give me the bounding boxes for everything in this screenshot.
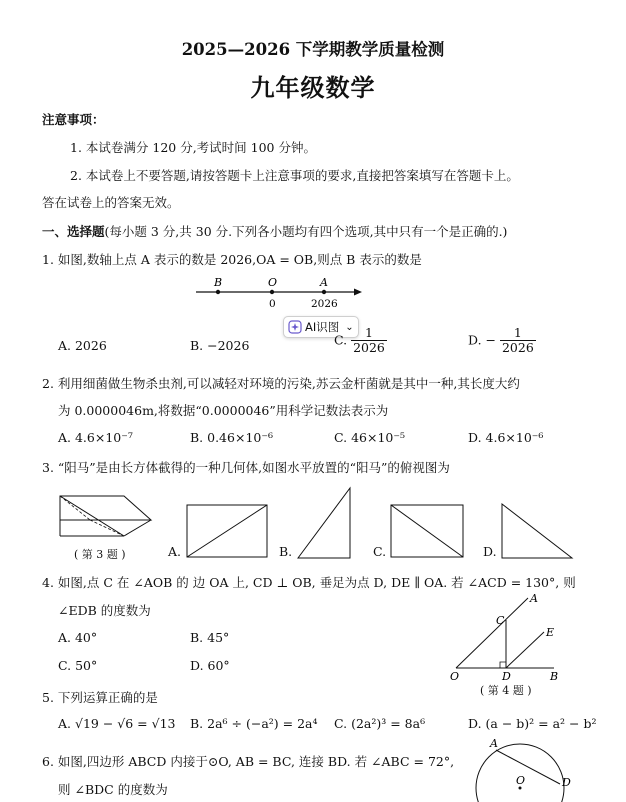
section-instruction: (每小题 3 分,共 30 分.下列各小题均有四个选项,其中只有一个是正确的.): [104, 224, 508, 239]
q4-stem-line1: 4. 如图,点 C 在 ∠AOB 的 边 OA 上, CD ⊥ OB, 垂足为点 D, DE ∥ OA. 若 ∠ACD = 130°, 则: [42, 575, 576, 590]
q4-figure: [448, 590, 568, 682]
q5-stem: 5. 下列运算正确的是: [42, 690, 158, 705]
q1-number-line: [196, 274, 366, 314]
point-b-dot: [216, 290, 220, 294]
q2-option-d[interactable]: D. 4.6×10⁻⁶: [468, 430, 544, 445]
point-o-dot: [270, 290, 274, 294]
q4-option-a[interactable]: A. 40°: [58, 630, 98, 645]
q4-figure-caption: ( 第 4 题 ): [480, 684, 532, 697]
q2-stem-line2: 为 0.0000046m,将数据“0.0000046”用科学记数法表示为: [58, 403, 389, 418]
note-item-1: 1. 本试卷满分 120 分,考试时间 100 分钟。: [70, 140, 316, 155]
label-o: O: [450, 670, 460, 682]
q6-stem-line2: 则 ∠BDC 的度数为: [58, 782, 168, 797]
label-c: C: [496, 614, 505, 627]
tick-0: 0: [269, 298, 276, 310]
q5-option-d[interactable]: D. (a − b)² = a² − b²: [468, 716, 597, 731]
q5-option-a[interactable]: A. √19 − √6 = √13: [58, 716, 176, 731]
notes-heading: 注意事项：: [42, 112, 105, 127]
q3-solid-figure: [56, 490, 156, 544]
fraction-numerator: 1: [351, 326, 387, 341]
q6-circle-figure: [468, 736, 578, 802]
center-dot: [519, 787, 522, 790]
label-a: A: [490, 737, 498, 750]
fraction-numerator: 1: [500, 326, 536, 341]
note-item-2: 2. 本试卷上不要答题,请按答题卡上注意事项的要求,直接把答案填写在答题卡上。: [70, 168, 519, 183]
label-o: O: [268, 276, 278, 289]
q5-option-b[interactable]: B. 2a⁶ ÷ (−a²) = 2a⁴: [190, 716, 318, 731]
q4-option-d[interactable]: D. 60°: [190, 658, 230, 673]
point-a-dot: [322, 290, 326, 294]
fraction-denominator: 2026: [501, 340, 534, 356]
q1-option-c-fraction: [351, 326, 387, 356]
q1-option-c-prefix: C.: [334, 332, 348, 348]
q1-option-b[interactable]: B. −2026: [190, 338, 250, 353]
q1-stem: 1. 如图,数轴上点 A 表示的数是 2026,OA = OB,则点 B 表示的数是: [42, 252, 422, 267]
q1-option-d-fraction: [500, 326, 536, 356]
q1-option-d[interactable]: [468, 326, 536, 356]
label-a: A: [320, 276, 328, 289]
label-d: D: [502, 670, 511, 682]
q3-option-c[interactable]: C.: [373, 544, 387, 559]
q4-option-b[interactable]: B. 45°: [190, 630, 230, 645]
exam-title: 2025—2026 下学期教学质量检测: [181, 40, 445, 59]
fraction-denominator: 2026: [353, 340, 385, 356]
q1-option-a[interactable]: A. 2026: [58, 338, 107, 353]
q3-option-c-figure[interactable]: [390, 504, 466, 560]
tick-2026: 2026: [311, 298, 338, 310]
q2-option-c[interactable]: C. 46×10⁻⁵: [334, 430, 405, 445]
ai-button-label: AI识图: [305, 320, 340, 334]
chevron-down-icon: ⌄: [345, 321, 354, 333]
label-b: B: [214, 276, 223, 289]
axis-arrow: [354, 289, 362, 296]
subject-title: 九年级数学: [250, 73, 376, 102]
q5-option-c[interactable]: C. (2a²)³ = 8a⁶: [334, 716, 426, 731]
q3-option-d-figure[interactable]: [500, 502, 574, 560]
q4-option-c[interactable]: C. 50°: [58, 658, 98, 673]
q6-stem-line1: 6. 如图,四边形 ABCD 内接于⊙O, AB = BC, 连接 BD. 若 ∠ABC = 72°,: [42, 754, 455, 769]
section-heading: [42, 222, 507, 240]
q3-option-b-figure[interactable]: [296, 486, 356, 560]
label-o: O: [516, 774, 526, 787]
q4-stem-line2: ∠EDB 的度数为: [58, 603, 151, 618]
q1-option-d-prefix: D. −: [468, 332, 496, 348]
q3-option-a-figure[interactable]: [186, 504, 270, 560]
q2-stem-line1: 2. 利用细菌做生物杀虫剂,可以减轻对环境的污染,苏云金杆菌就是其中一种,其长度大约: [42, 376, 520, 391]
label-e: E: [546, 626, 555, 639]
q3-option-d[interactable]: D.: [483, 544, 497, 559]
q3-option-b[interactable]: B.: [279, 544, 293, 559]
sparkle-icon: [288, 320, 302, 334]
label-d: D: [562, 776, 571, 789]
q3-figure-caption: ( 第 3 题 ): [74, 548, 126, 561]
q3-stem: 3. “阳马”是由长方体截得的一种几何体,如图水平放置的“阳马”的俯视图为: [42, 460, 450, 475]
note-item-2-cont: 答在试卷上的答案无效。: [42, 195, 180, 210]
q3-option-a[interactable]: A.: [168, 544, 182, 559]
section-label: 一、选择题: [42, 224, 105, 239]
label-b: B: [550, 670, 559, 682]
q2-option-b[interactable]: B. 0.46×10⁻⁶: [190, 430, 273, 445]
label-a: A: [530, 592, 538, 605]
q2-option-a[interactable]: A. 4.6×10⁻⁷: [58, 430, 133, 445]
q1-option-c[interactable]: [334, 326, 387, 356]
